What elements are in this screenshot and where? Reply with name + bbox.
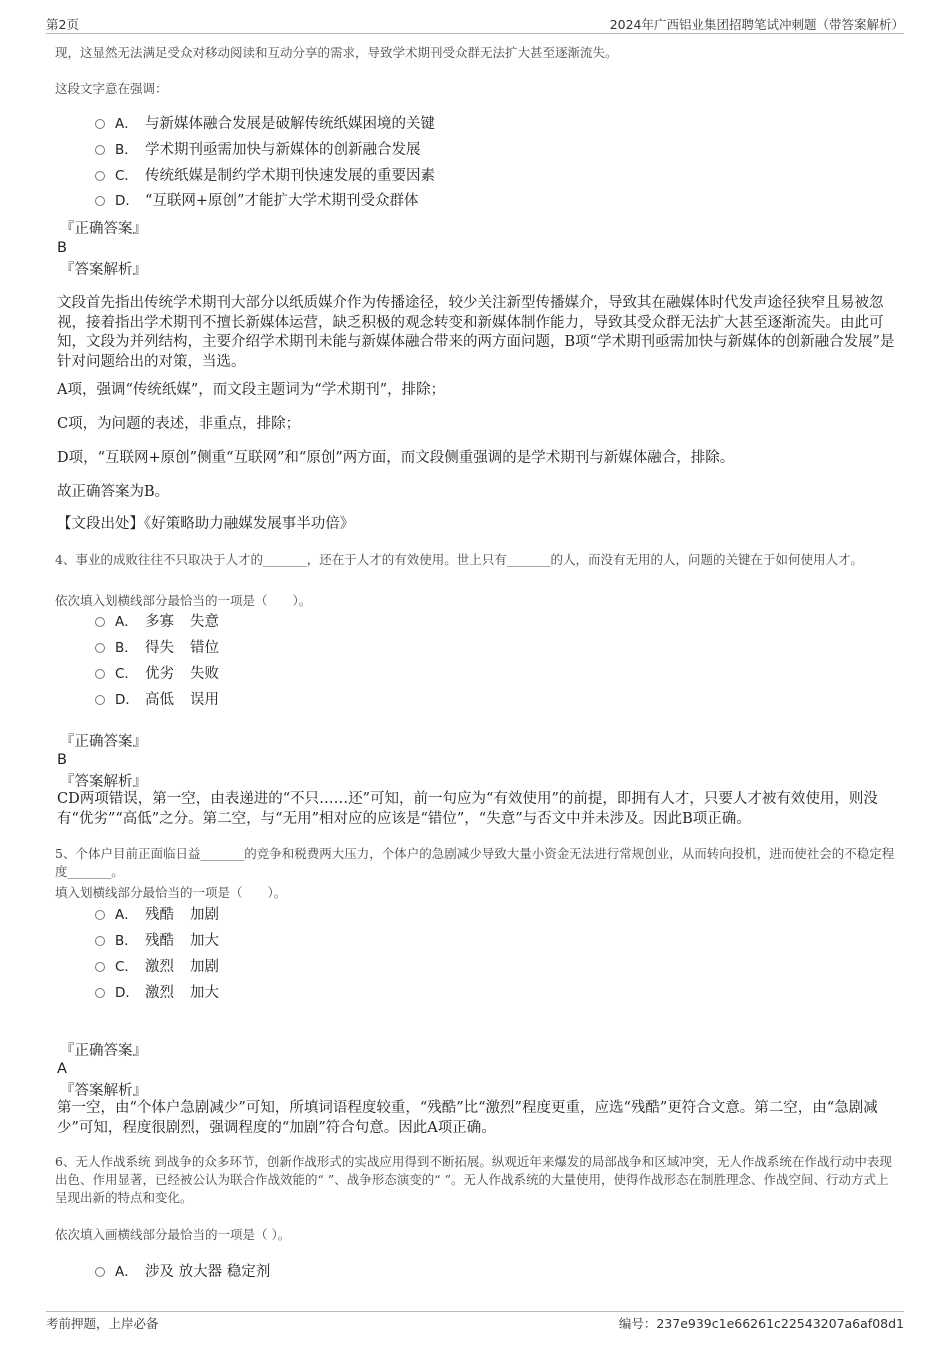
radio-icon[interactable] — [95, 171, 105, 181]
q4-analysis: CD两项错误，第一空，由表递进的“不只……还”可知，前一句应为“有效使用”的前提，即拥有人才，只要人才被有效使用，则没有“优劣”“高低”之分。第二空，与“无用”相对应的应该是“错位”，“失意”与否文中并未涉及。因此B项正确。 — [57, 791, 878, 827]
q5-prompt: 填入划横线部分最恰当的一项是（ ）。 — [55, 885, 287, 900]
q3-note-c: C项，为问题的表述，非重点，排除； — [57, 416, 301, 432]
radio-icon[interactable] — [95, 1267, 105, 1277]
radio-icon[interactable] — [95, 145, 105, 155]
footer-divider — [46, 1311, 904, 1312]
q3-source: 【文段出处】《好策略助力融媒发展事半功倍》 — [57, 516, 355, 532]
radio-icon[interactable] — [95, 936, 105, 946]
document-code: 编号：237e939c1e66261c22543207a6af08d1 — [618, 1316, 904, 1331]
q4-answer: B — [57, 752, 67, 768]
radio-icon[interactable] — [95, 695, 105, 705]
q3-conclusion: 故正确答案为B。 — [57, 484, 170, 500]
header-divider — [46, 33, 904, 34]
q5-analysis-label: 『答案解析』 — [60, 1083, 147, 1099]
q4-option-a[interactable]: A． 多寡 失意 — [95, 612, 219, 632]
q5-option-a[interactable]: A． 残酷 加剧 — [95, 905, 219, 925]
radio-icon[interactable] — [95, 617, 105, 627]
q4-option-d[interactable]: D． 高低 误用 — [95, 690, 219, 710]
document-title: 2024年广西铝业集团招聘笔试冲刺题（带答案解析） — [609, 17, 904, 32]
q5-option-b[interactable]: B． 残酷 加大 — [95, 931, 219, 951]
q3-note-d: D项，“互联网+原创”侧重“互联网”和“原创”两方面，而文段侧重强调的是学术期刊与新媒体融合，排除。 — [57, 450, 735, 466]
footer-slogan: 考前押题，上岸必备 — [46, 1316, 159, 1331]
q3-note-a: A项，强调“传统纸媒”，而文段主题词为“学术期刊”，排除； — [57, 382, 446, 398]
q3-prompt: 这段文字意在强调： — [55, 81, 168, 96]
q3-option-d[interactable]: D． “互联网+原创”才能扩大学术期刊受众群体 — [95, 191, 418, 211]
q6-option-a[interactable]: A． 涉及 放大器 稳定剂 — [95, 1262, 270, 1282]
page-number: 第2页 — [46, 17, 79, 32]
q3-analysis: 文段首先指出传统学术期刊大部分以纸质媒介作为传播途径，较少关注新型传播媒介，导致其在融媒体时代发声途径狭窄且易被忽视，接着指出学术期刊不擅长新媒体运营，缺乏积极的观念转变和新媒体制作能力，导致其受众群无法扩大甚至逐渐流失。由此可知，文段为并列结构，主要介绍学术期刊未能与新媒体融合带来的两方面问题，B项“学术期刊亟需加快与新媒体的创新融合发展”是针对问题给出的对策，当选。 — [57, 295, 895, 370]
q5-option-d[interactable]: D． 激烈 加大 — [95, 983, 219, 1003]
radio-icon[interactable] — [95, 643, 105, 653]
q3-answer-label: 『正确答案』 — [60, 221, 147, 237]
q3-option-b[interactable]: B． 学术期刊亟需加快与新媒体的创新融合发展 — [95, 140, 421, 160]
radio-icon[interactable] — [95, 196, 105, 206]
q5-option-c[interactable]: C． 激烈 加剧 — [95, 957, 219, 977]
q3-answer: B — [57, 240, 67, 256]
q3-analysis-label: 『答案解析』 — [60, 262, 147, 278]
q6-prompt: 依次填入画横线部分最恰当的一项是（ ）。 — [55, 1227, 291, 1242]
q4-stem: 4、事业的成败往往不只取决于人才的_______，还在于人才的有效使用。世上只有_______的人，而没有无用的人，问题的关键在于如何使用人才。 — [55, 552, 863, 567]
q4-option-b[interactable]: B． 得失 错位 — [95, 638, 219, 658]
q4-option-c[interactable]: C． 优劣 失败 — [95, 664, 219, 684]
q5-answer-label: 『正确答案』 — [60, 1043, 147, 1059]
radio-icon[interactable] — [95, 962, 105, 972]
q5-answer: A — [57, 1061, 67, 1077]
q4-prompt: 依次填入划横线部分最恰当的一项是（ ）。 — [55, 593, 312, 608]
q6-stem: 6、无人作战系统 到战争的众多环节，创新作战形式的实战应用得到不断拓展。纵观近年来爆发的局部战争和区域冲突，无人作战系统在作战行动中表现出色、作用显著，已经被公认为联合作战效能的“ ”、战争形态演变的“ ”。无人作战系统的大量使用，使得作战形态在制胜理念、作战空间、行动方式上呈现出新的特点和变化。 — [55, 1154, 892, 1205]
radio-icon[interactable] — [95, 988, 105, 998]
q3-option-a[interactable]: A． 与新媒体融合发展是破解传统纸媒困境的关键 — [95, 114, 435, 134]
q5-analysis: 第一空，由“个体户急剧减少”可知，所填词语程度较重，“残酷”比“激烈”程度更重，应选“残酷”更符合文意。第二空，由“急剧减少”可知，程度很剧烈，强调程度的“加剧”符合句意。因此A项正确。 — [57, 1100, 878, 1136]
q4-answer-label: 『正确答案』 — [60, 734, 147, 750]
q4-analysis-label: 『答案解析』 — [60, 774, 147, 790]
q3-stem-tail: 现，这显然无法满足受众对移动阅读和互动分享的需求，导致学术期刊受众群无法扩大甚至逐渐流失。 — [55, 45, 618, 60]
q3-option-c[interactable]: C． 传统纸媒是制约学术期刊快速发展的重要因素 — [95, 166, 435, 186]
radio-icon[interactable] — [95, 669, 105, 679]
q5-stem: 5、个体户目前正面临日益_______的竞争和税费两大压力，个体户的急剧减少导致大量小资金无法进行常规创业，从而转向投机，进而使社会的不稳定程度_______。 — [55, 846, 895, 879]
radio-icon[interactable] — [95, 119, 105, 129]
radio-icon[interactable] — [95, 910, 105, 920]
